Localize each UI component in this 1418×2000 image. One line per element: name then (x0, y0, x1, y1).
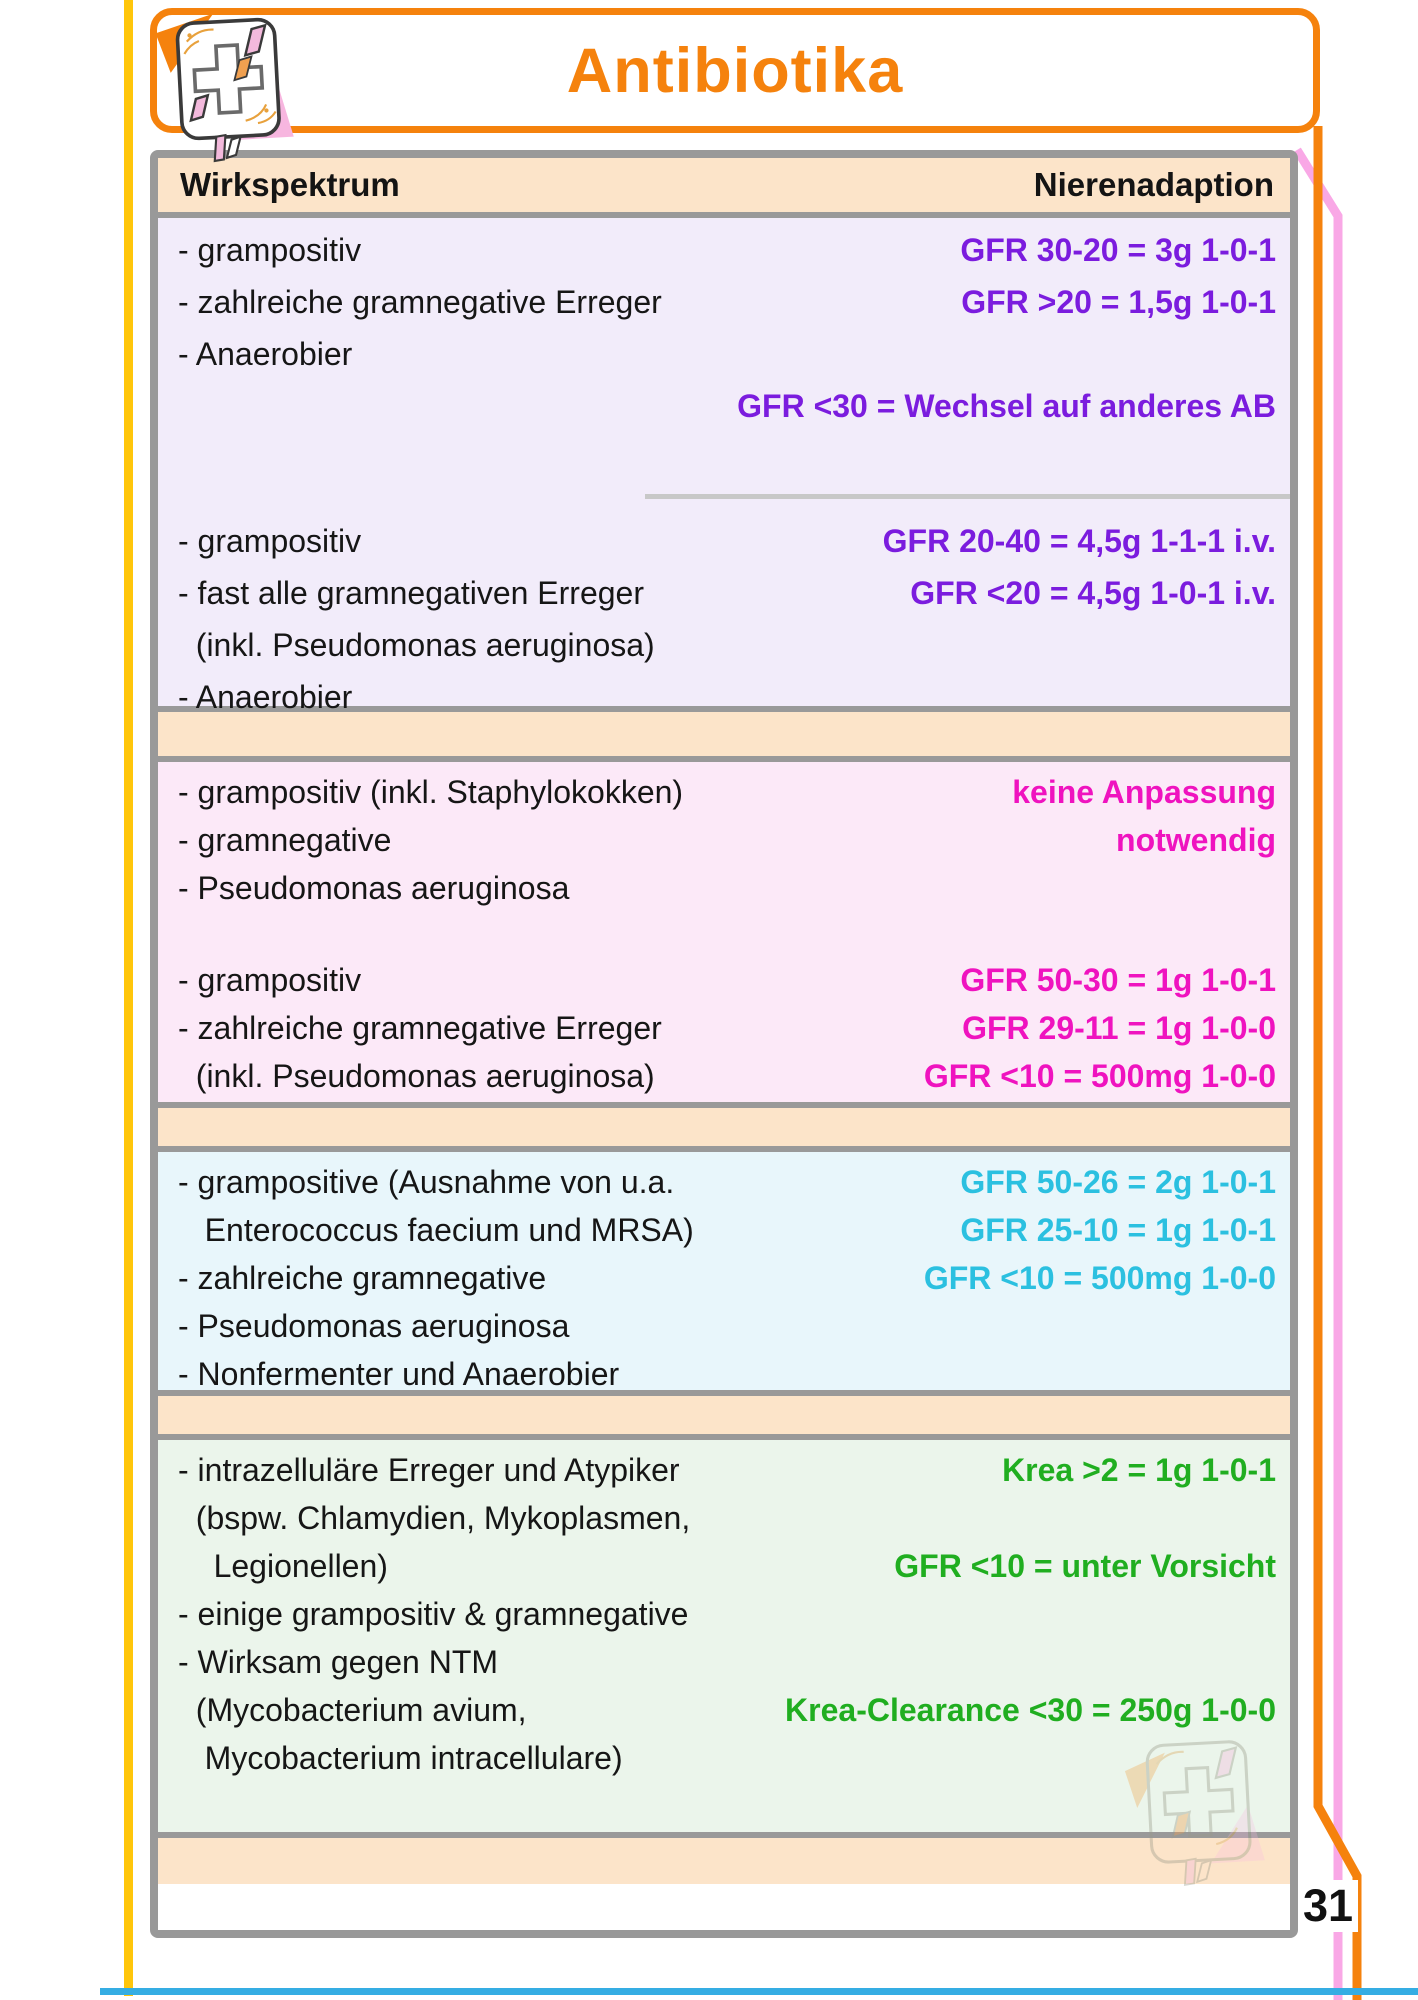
table-row (158, 619, 1290, 671)
dose-cell: GFR <20 = 4,5g 1-0-1 i.v. (910, 574, 1276, 611)
spectrum-cell: Legionellen) (178, 1547, 388, 1584)
table-row (158, 1052, 1290, 1100)
spectrum-cell: - Wirksam gegen NTM (178, 1643, 499, 1680)
table-header-row (158, 158, 1290, 212)
spectrum-cell: - Pseudomonas aeruginosa (178, 1307, 570, 1344)
table-row (158, 1446, 1290, 1494)
page-title: Antibiotika (566, 35, 904, 106)
spectrum-cell: - Pseudomonas aeruginosa (178, 869, 570, 906)
table-row (158, 567, 1290, 619)
dose-cell: keine Anpassung (1012, 773, 1276, 810)
table-row (158, 1590, 1290, 1638)
spectrum-cell: - zahlreiche gramnegative Erreger (178, 283, 662, 320)
spectrum-cell: - zahlreiche gramnegative (178, 1259, 547, 1296)
spectrum-cell: - grampositiv (178, 961, 362, 998)
table-section (158, 212, 1290, 715)
dose-cell: GFR 30-20 = 3g 1-0-1 (960, 231, 1276, 268)
table-section (158, 756, 1290, 1102)
spectrum-cell: (inkl. Pseudomonas aeruginosa) (178, 1057, 655, 1094)
table-row (158, 1686, 1290, 1734)
spectrum-cell: - intrazelluläre Erreger und Atypiker (178, 1451, 680, 1488)
spacer (158, 912, 1290, 956)
dose-cell: GFR >20 = 1,5g 1-0-1 (961, 283, 1276, 320)
dose-cell: GFR <30 = Wechsel auf anderes AB (737, 387, 1276, 424)
spectrum-cell: - grampositiv (178, 231, 362, 268)
dose-cell: GFR <10 = 500mg 1-0-0 (923, 1057, 1276, 1094)
table-body (158, 212, 1290, 1884)
dose-cell: GFR 20-40 = 4,5g 1-1-1 i.v. (882, 522, 1276, 559)
table-row (158, 1158, 1290, 1206)
spacer (158, 499, 1290, 515)
spectrum-cell: - Nonfermenter und Anaerobier (178, 1355, 620, 1392)
clinic-card-logo-icon (148, 6, 318, 164)
dose-cell: GFR <10 = unter Vorsicht (894, 1547, 1276, 1584)
spectrum-cell: Enterococcus faecium und MRSA) (178, 1211, 694, 1248)
dose-cell: Krea-Clearance <30 = 250g 1-0-0 (785, 1691, 1276, 1728)
title-box (150, 8, 1320, 133)
spectrum-cell: - grampositiv (inkl. Staphylokokken) (178, 773, 684, 810)
spacer (158, 432, 1290, 494)
gold-left-line (124, 0, 133, 1996)
dose-cell: Krea >2 = 1g 1-0-1 (1002, 1451, 1276, 1488)
table-row (158, 864, 1290, 912)
spectrum-cell: - grampositive (Ausnahme von u.a. (178, 1163, 675, 1200)
table-section (158, 1146, 1290, 1390)
dose-cell: GFR 50-26 = 2g 1-0-1 (960, 1163, 1276, 1200)
table-row (158, 1206, 1290, 1254)
table-row (158, 1302, 1290, 1350)
spectrum-cell: (bspw. Chlamydien, Mykoplasmen, (178, 1499, 691, 1536)
table-row (158, 1494, 1290, 1542)
table-row (158, 328, 1290, 380)
table-row (158, 1004, 1290, 1052)
antibiotics-table (150, 150, 1298, 1938)
table-row (158, 816, 1290, 864)
separator-band (158, 1102, 1290, 1146)
table-row (158, 276, 1290, 328)
spectrum-cell: - Anaerobier (178, 678, 353, 715)
table-row (158, 768, 1290, 816)
orange-accent-line (1318, 126, 1357, 2000)
spectrum-cell: - einige grampositiv & gramnegative (178, 1595, 689, 1632)
table-row (158, 1254, 1290, 1302)
spectrum-cell: Mycobacterium intracellulare) (178, 1739, 623, 1776)
spectrum-cell: - gramnegative (178, 821, 392, 858)
spectrum-cell: (inkl. Pseudomonas aeruginosa) (178, 626, 655, 663)
spectrum-cell: - zahlreiche gramnegative Erreger (178, 1009, 662, 1046)
spectrum-cell: - grampositiv (178, 522, 362, 559)
dose-cell: GFR <10 = 500mg 1-0-0 (923, 1259, 1276, 1296)
table-row (158, 224, 1290, 276)
spectrum-cell: (Mycobacterium avium, (178, 1691, 527, 1728)
dose-cell: GFR 25-10 = 1g 1-0-1 (960, 1211, 1276, 1248)
header-nierenadaption: Nierenadaption (1033, 166, 1274, 203)
header-wirkspektrum: Wirkspektrum (180, 166, 400, 203)
blue-bottom-line (100, 1988, 1418, 1995)
table-row (158, 956, 1290, 1004)
table-row (158, 1638, 1290, 1686)
page-number: 31 (1298, 1880, 1358, 1932)
table-row (158, 1542, 1290, 1590)
table-row (158, 380, 1290, 432)
table-row (158, 515, 1290, 567)
pink-accent-line (1297, 150, 1338, 2000)
spectrum-cell: - fast alle gramnegativen Erreger (178, 574, 644, 611)
separator-band (158, 1390, 1290, 1434)
dose-cell: notwendig (1116, 821, 1276, 858)
spectrum-cell: - Anaerobier (178, 335, 353, 372)
dose-cell: GFR 50-30 = 1g 1-0-1 (960, 961, 1276, 998)
clinic-card-watermark-icon (958, 1728, 1288, 1888)
dose-cell: GFR 29-11 = 1g 1-0-0 (962, 1009, 1276, 1046)
